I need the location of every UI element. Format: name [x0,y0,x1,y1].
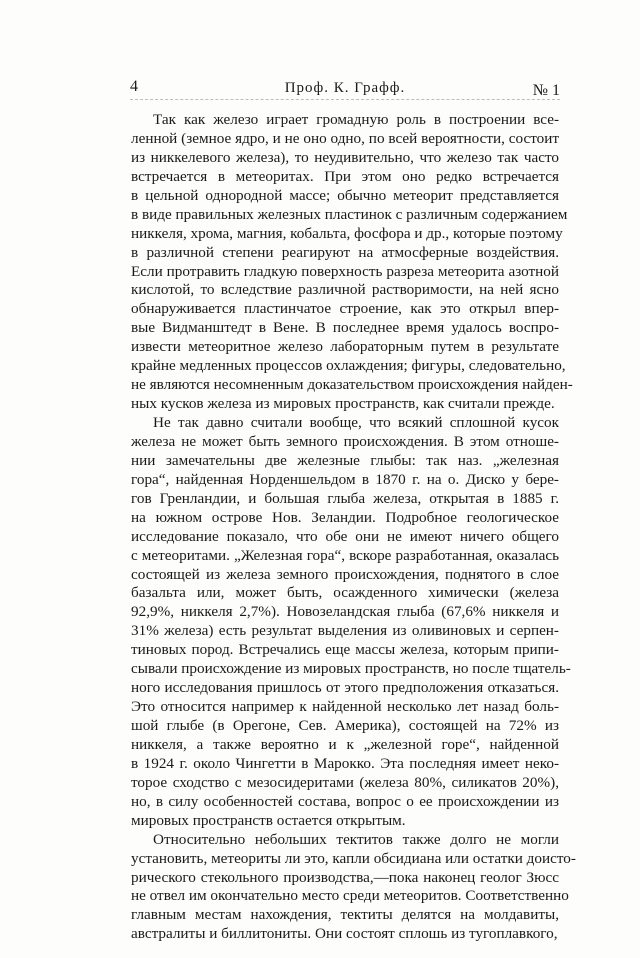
text-line: Это относится например к найденной несколько лет назад боль- [131,698,559,716]
text-line: Не так давно считали вообще, что всякий сплошной кусок [153,414,559,431]
running-head: Проф. К. Графф. [284,80,406,96]
text-line: с метеоритами. „Железная гора“, вскоре разработанная, оказалась [131,546,559,564]
text-line: Если протравить гладкую поверхность разреза метеорита азотной [131,262,559,280]
paragraph [131,111,573,414]
text-line: никкеля, хрома, магния, кобальта, фосфора и др., которые поэтому [131,224,563,242]
text-line: извести метеоритное железо лабораторным путем в результате [131,338,559,356]
text-line: в цельной однородной массе; обычно метеорит представляется [131,186,559,204]
text-line: в 1924 г. около Чингетти в Марокко. Эта последняя имеет неко- [131,754,559,772]
text-line: базальта или, может быть, осажденного химически (железа [131,584,559,602]
text-line: ных кусков железа из мировых пространств, как считали прежде. [131,395,555,413]
text-line: торое сходство с мезосидеритами (железа 80%, силикатов 20%), [131,773,559,791]
text-line: вые Видманштедт в Вене. В последнее время удалось воспро- [131,319,559,337]
body-text [131,111,576,944]
text-line: тиновых пород. Встречались еще массы железа, которым припи- [131,641,559,659]
page-number: 4 [130,78,138,95]
text-line: обнаруживается пластинчатое строение, как это открыл впер- [131,300,559,318]
issue-number: № 1 [532,82,560,99]
text-line: исследование показало, что обе они не имеют ничего общего [131,527,559,545]
text-line: встречается в метеоритах. При этом оно редко встречается [131,167,559,185]
text-line: 92,9%, никкеля 2,7%). Новозеландская глыба (67,6% никкеля и [131,603,559,621]
text-line: не отвел им окончательно место среди метеоритов. Соответственно [131,887,569,905]
text-line: никкеля, а также вероятно и к „железной горе“, найденной [131,735,559,753]
text-line: шой глыбе (в Орегоне, Сев. Америка), состоящей на 72% из [131,717,559,734]
text-line: ленной (земное ядро, и не оно одно, по всей вероятности, состоит [131,129,559,147]
header-rule [130,99,560,100]
text-line: Относительно небольших тектитов также долго не могли [153,830,559,848]
text-line: установить, метеориты ли это, капли обсидиана или остатки доисто- [131,849,576,867]
paragraph [131,414,571,831]
text-line: сывали происхождение из мировых пространств, но после тщатель- [131,660,571,678]
text-line: состоящей из железа земного происхождения, поднятого в слое [131,565,559,583]
text-line: австралиты и биллитониты. Они состоят сплошь из тугоплавкого, [131,925,558,943]
text-line: гора“, найденная Норденшельдом в 1870 г. на о. Диско у бере- [131,470,559,488]
text-line: 31% железа) есть результат выделения из оливиновых и серпен- [131,622,559,640]
text-line: нии замечательны две железные глыбы: так наз. „железная [131,451,559,469]
text-line: ного исследования пришлось от этого предположения отказаться. [131,679,559,697]
text-line: кислотой, то вследствие различной растворимости, на ней ясно [131,281,559,299]
text-line: мировых пространств остается открытым. [131,811,406,829]
text-line: в виде правильных железных пластинок с различным содержанием [131,205,568,223]
text-line: но, в силу особенностей состава, вопрос о ее происхождении из [131,792,559,810]
paragraph [131,830,576,945]
text-line: в различной степени реагируют на атмосферные воздействия. [131,243,559,261]
text-line: Так как железо играет громадную роль в построении все- [153,111,559,128]
text-line: главным местам нахождения, тектиты делятся на молдавиты, [131,906,559,924]
text-line: не являются несомненным доказательством происхождения найден- [131,376,573,394]
text-line: железа не может быть земного происхождения. В этом отноше- [131,432,559,450]
text-line: гов Гренландии, и большая глыба железа, открытая в 1885 г. [131,489,559,507]
text-line: рического стекольного производства,—пока наконец геолог Зюсс [131,868,559,886]
text-line: на южном острове Нов. Зеландии. Подробное геологическое [131,508,559,526]
text-line: крайне медленных процессов охлаждения; фигуры, следовательно, [131,357,566,375]
text-line: из никкелевого железа), то неудивительно, что железо так часто [131,148,559,166]
